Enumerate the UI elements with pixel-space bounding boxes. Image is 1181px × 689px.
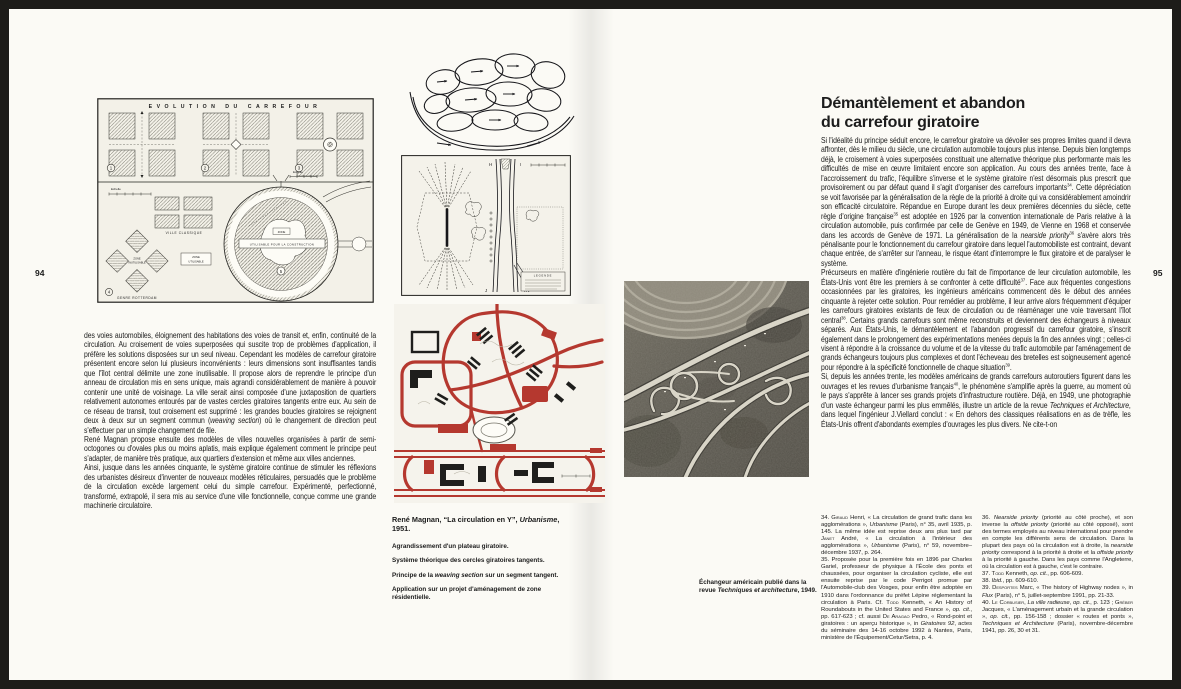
construction-band-label: UTILISABLE POUR LA CONSTRUCTION <box>249 242 315 247</box>
cell-cluster-diagram <box>407 42 575 155</box>
footnote-35: 35. Proposée pour la première fois en 1896 par Charles Gariel, professeur de physique à l'École des ponts et chaussées, pour organiser la circulation cycliste, elle est ensuite reprise par le code Perrigot promue par l'Automobile-club des Vosges, pour enfin être adoptée en 1910 dans l'ordonnance du préfet Lépine réglementant la circulation à Paris. Cf. Todd Kenneth, « An History of Roundabouts in the United States and France », op. cit., pp. 617-623 ; cf. aussi De Aragao Pedro, « Rond-point et giratoires : un aperçu historique », in Giratoires 92, actes du séminaire des 14-16 octobre 1992 à Nantes, Paris, ministère de l'Équipement/Cetur/Setra, p. 4. <box>821 557 972 641</box>
legend-title: LEGENDE <box>533 274 553 278</box>
caption-sub-3: Principe de la weaving section sur un segment tangent. <box>392 571 559 579</box>
step-number-3: 3 <box>297 165 301 171</box>
paper-spread <box>9 9 1172 680</box>
zone-utilisable-line1: ZONE <box>192 256 200 259</box>
step-number-2: 2 <box>203 165 207 171</box>
residential-plan-drawing <box>394 304 605 503</box>
page-number-left: 94 <box>35 268 45 278</box>
footnote-column-left <box>821 515 972 642</box>
body-paragraph: Précurseurs en matière d'ingénierie routière du fait de l'importance de leur circulation automobile, les États-Unis vont être les premiers à se confronter à cette difficulté$^{37}$. Face aux fréquentes congestions occasionnées par les giratoires, les ingénieurs américains commencent dès le début des années cinquante à rejeter cette solution. Pour remédier au problème, il leur arrive alors fréquemment d'équiper les carrefours giratoires existants de feux de circulation ou de réaménager une voie traversant l'îlot central$^{38}$. Certains grands carrefours sont même reconstruits et deviennent des échangeurs à niveaux séparés. Aux États-Unis, le démantèlement et l'abandon progressif du carrefour giratoire, s'inscrit également dans le prolongement des expérimentations menées depuis la fin des années vingt ; celles-ci visent à répondre à la croissance du volume et de la vitesse du trafic automobile par l'aménagement de grands échangeurs toujours plus complexes et dont l'écheveau des bretelles est soigneusement agencé pour répondre à la spécificité fonctionnelle de chaque situation$^{39}$. <box>821 268 1131 372</box>
step-number-1: 1 <box>109 165 113 171</box>
step-number-5: 5 <box>279 268 283 274</box>
body-paragraph: Ainsi, jusque dans les années cinquante, le système giratoire continue de stimuler les réflexions des urbanistes désireux d'inventer de nouveaux modèles réticulaires, persuadés que le problème de la circulation excède largement celui du simple carrefour. Expérimenté, perfectionné, transformé, extrapolé, il sera mis au service d'une ville fonctionnelle, conçue comme une grande machinerie circulatoire. <box>84 463 377 511</box>
heading-line-1: Démantèlement et abandon <box>821 95 1026 112</box>
zone-utilisable-band <box>181 253 211 265</box>
caption-sub-4: Application sur un projet d'aménagement de zone résidentielle. <box>392 586 542 601</box>
left-text-column <box>84 331 376 511</box>
section-heading <box>821 95 1141 132</box>
footnote-34: 34. Giraud Henri, « La circulation de grand trafic dans les agglomérations », Urbanisme (Paris), n° 35, avril 1935, p. 145. La même idée est reprise deux ans plus tard par Janet André, « La circulation à l'intérieur des agglomérations », Urbanisme (Paris), n° 59, novembre–décembre 1937, p. 264. <box>821 515 972 557</box>
right-text-column <box>821 136 1131 429</box>
evolution-du-carrefour-diagram <box>97 98 374 303</box>
zone-inutilisable-line2: INUTILISABLE <box>128 261 146 265</box>
caption-sub-2: Système théorique des cercles giratoires tangents. <box>392 557 545 565</box>
footnote-39: 39. Desportes Marc, « The history of Highway nodes », in Flux (Paris), n° 5, juillet-septembre 1991, pp. 21-33. <box>982 585 1133 599</box>
footnote-38: 38. Ibid., pp. 609-610. <box>982 578 1039 585</box>
body-paragraph: des voies automobiles, éloignement des habitations des voies de transit et, enfin, continuité de la circulation. Au croisement de voies superposées qui suscite trop de problèmes d'application, il préfère les solutions disposées sur un seul niveau. Cependant les modèles de carrefour giratoire présentent encore selon lui plusieurs inconvénients : leurs dimensions sont insuffisantes tandis que l'îlot central délimite une zone inutilisable. Il propose alors de reprendre le principe d'un anneau de circulation mis en sens unique, mais agrandi considérablement de manière à pouvoir contenir une unité de voisinage. La ville serait ainsi composée d'une juxtaposition de quartiers relativement autonomes entourés par de vastes cercles giratoires tangents entre eux. Au sein de ce réseau de transit, tout croisement est supprimé : les grandes boucles giratoires se rejoignent deux à deux sur un segment commun (weaving section) où le changement de direction peut s'effectuer par un simple changement de file. <box>84 331 377 435</box>
stadium <box>473 417 515 443</box>
footnote-40: 40. Le Corbusier, La ville radieuse, op. cit., p. 123 ; Gréber Jacques, « L'aménagement urbain et la grande circulation », op. cit., pp. 156-158 ; dossier « routes et ponts », Techniques et Architecture (Paris), novembre-décembre 1941, pp. 26, 30 et 31. <box>982 599 1134 634</box>
weaving-section-diagram <box>401 155 571 296</box>
footnote-37: 37. Todd Kenneth, op. cit., pp. 606-609. <box>982 571 1083 578</box>
zone-label: ZONE <box>277 230 286 234</box>
page-number-right: 95 <box>1153 268 1163 278</box>
letter-h: H <box>489 162 493 167</box>
interchange-aerial-photo <box>624 281 809 477</box>
zone-utilisable-line2: UTILISABLE <box>188 260 204 264</box>
scale-label-2: Echelle <box>111 187 121 191</box>
letter-j: J <box>485 288 488 293</box>
body-paragraph: René Magnan propose ensuite des modèles de villes nouvelles organisées à partir de semi-octogones ou d'ovales plus ou moins aplatis, mais explique également comment le principe peut s'adapter, de manière très pratique, aux quartiers d'extension et même aux villes anciennes. <box>84 434 377 463</box>
ville-classique-label: VILLE CLASSIQUE <box>165 231 203 235</box>
caption-title: René Magnan, “La circulation en Y”, Urbanisme, 1951. <box>392 515 560 533</box>
figure-captions <box>392 516 560 608</box>
footnote-36: 36. Nearside priority (priorité au côté proche), et son inverse la offside priority (priorité au côté opposé), sont des termes employés au niveau international pour prendre en compte les différents sens de circulation. Dans la plupart des pays où la circulation est à droite, la nearside priority correspond à la priorité à droite et la offside priority à la priorité à gauche. Dans les pays comme l'Angleterre, où la circulation est à gauche, c'est le contraire. <box>982 515 1133 571</box>
body-paragraph: Si l'idéalité du principe séduit encore, le carrefour giratoire va dévoiler ses propres limites quand il devra affronter, dès le milieu du siècle, une circulation automobile toujours plus intense. Depuis bien longtemps déjà, le croisement à voies superposées constituait une alternative théorique plus performante mais les difficultés de mise en œuvre limitaient encore son application. Au cours des années trente, face à l'accroissement du trafic, l'équilibre s'inverse et le système giratoire n'est désormais plus prescrit que provisoirement ou par défaut quand il s'agit d'organiser des carrefours importants$^{34}$. Cette dépréciation se voit favorisée par la généralisation de la règle de la priorité à droite qui va considérablement amoindrir son efficacité circulatoire. Répandue en Europe durant les deux premières décennies du siècle, cette règle d'origine française$^{35}$ est adoptée en 1926 par la convention internationale de Paris relative à la circulation automobile, puis confirmée par celle de Genève en 1949, de Vienne en 1968 et conservée dans les accords de Genève de 1971. La généralisation de la nearside priority$^{36}$ s'avère alors très pénalisante pour le fonctionnement du carrefour giratoire dans lequel l'automobiliste est contraint, devant chaque entrée, de s'arrêter sur l'anneau, le risque étant d'interrompre le flux giratoire et de paralyser le système. <box>821 136 1131 268</box>
footnote-column-right <box>982 515 1133 642</box>
heading-line-2: du carrefour giratoire <box>821 113 980 131</box>
body-paragraph: Si, depuis les années trente, les modèles américains de grands carrefours autoroutiers figurent dans les ouvrages et les revues d'urbanisme français$^{40}$, le phénomène s'amplifie après la guerre, au moment où le pays s'apprête à lancer ses grands projets d'infrastructure routière. Déjà, en 1949, une photographie d'un vaste échangeur parmi les plus emmêlés, illustre un article de la revue Techniques et Architecture, dans lequel l'ingénieur J.Viellard conclut : « En dehors des classiques réalisations en as de trèfle, les États-Unis offrent d'abondants exemples d'ouvrages les plus divers. Ne cite-t-on <box>821 372 1131 429</box>
footnotes <box>821 515 1133 642</box>
letter-i: I <box>520 162 522 167</box>
zone-inutilisable-line1: ZONE <box>133 257 141 261</box>
legend-box <box>521 272 565 291</box>
step-number-4: 4 <box>107 289 111 295</box>
photo-caption: Échangeur américain publié dans la revue Techniques et architecture, 1949. <box>699 579 817 594</box>
genre-rotterdam-label: GENRE ROTTERDAM <box>117 296 157 300</box>
caption-sub-1: Agrandissement d'un plateau giratoire. <box>392 542 509 550</box>
diagram-title: EVOLUTION DU CARREFOUR <box>148 104 322 110</box>
scale-label-1: Echelle <box>293 170 303 174</box>
